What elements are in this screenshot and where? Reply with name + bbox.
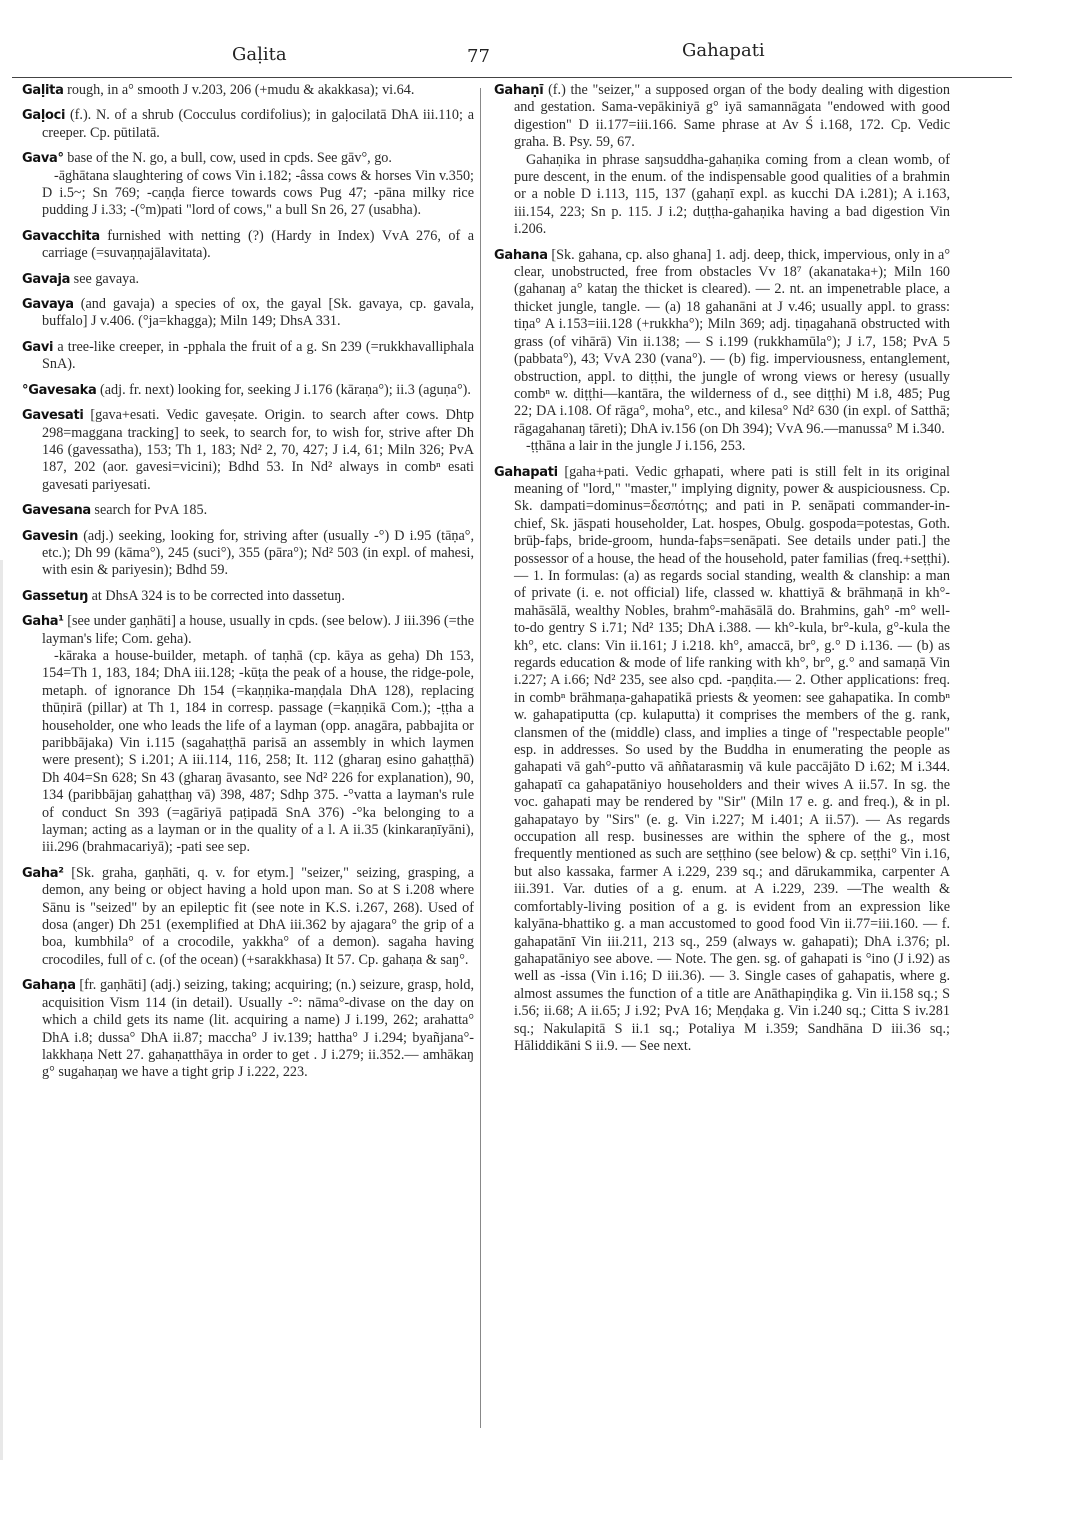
entry-definition: furnished with netting (?) (Hardy in Index) VvA 276, of a carriage (=suvaṇṇajālavitata). bbox=[42, 227, 474, 262]
entry-definition: (adj.) seeking, looking for, striving after (usually -°) D i.95 (tāṇa°, etc.); Dh 99 (kāma°), 245 (suci°), 355 (pāra°); Nd² 503 (in expl. of mahesi, with esin & pariyesin); Bdhd 59. bbox=[42, 527, 474, 579]
dictionary-entry bbox=[22, 977, 474, 1081]
entry-definition: [fr. gaṇhāti] (adj.) seizing, taking; acquiring; (n.) seizure, grasp, hold, acquisition Vism 114 (in detail). Usually -°: nāma°-divase on the day on which a child gets its name (lit. acquiring a name) J i.199, 262; arahatta° DhA i.8; dussa° DhA ii.87; maccha° J iv.139; hattha° J i.294; byañjana°-lakkhaṇa Nett 27. gahaṇatthāya in order to get . J i.279; ii.352.— amhākaŋ g° sugahaṇaŋ we have a tight grip J i.222, 223. bbox=[42, 977, 474, 1081]
entry-headword: Gavesati bbox=[22, 408, 84, 424]
dictionary-entry bbox=[22, 382, 474, 399]
dictionary-entry bbox=[22, 296, 474, 331]
dictionary-entry bbox=[22, 107, 474, 142]
entry-headword: Gahaṇa bbox=[22, 978, 76, 994]
entry-definition: [gava+esati. Vedic gaveṣate. Origin. to search after cows. Dhtp 298=maggana tracking] to seek, to search for, to wish for, strive after Dh 146 (gavessatha), 153; Th 1, 183; Nd² 2, 70, 427; J i.4, 61; Miln 326; PvA 187, 202 (aor. gavesi=vicini); Bdhd 53. In Nd² always in combⁿ esati gavesati pariyesati. bbox=[42, 407, 474, 493]
left-column bbox=[22, 82, 474, 1090]
entry-compounds: Gahaṇika in phrase saŋsuddha-gahaṇika coming from a clean womb, of pure descent, in the enum. of the indispensable good qualities of a brahmin or a noble D i.113, 115, 137 (gahaṇī expl. as kucchi DA i.281); A i.163, iii.154, 223; Sn p. 115. J i.2; duṭṭha-gahaṇika having a bad digestion Vin i.206. bbox=[514, 151, 950, 238]
dictionary-entry bbox=[494, 82, 950, 239]
page-header bbox=[22, 40, 1022, 80]
entry-headword: Gaha² bbox=[22, 865, 64, 881]
entry-definition: [Sk. gahana, cp. also ghana] 1. adj. deep, thick, impervious, only in a° clear, unobstructed, free from obstacles Vv 18⁷ (akanataka+); Miln 160 (gahanaŋ a° kataŋ the thicket is cleared). — 2. nt. an impenetrable place, a thicket jungle, tangle. — (a) 18 gahanāni at J v.46; usually appl. to grass: tiṇa° A i.153=iii.128 (+rukkha°); Miln 369; adj. tiṇagahanā obstructed with grass (of vihārā) Vin ii.138; — S i.199 (rukkhamūla°); J i.7, 158; PvA 5 (pabbata°), 43; VvA 230 (vana°). — (b) fig. imperviousness, entanglement, obstruction, appl. to diṭṭhi, the jungle of wrong views or heresy (usually combⁿ w. diṭṭhi—kantāra, the wilderness of d., see diṭṭhi) M i.8, 485; Pug 22; DA i.108. Of rāga°, moha°, etc., and kilesa° Nd² 630 (in expl. of Satthā; rāgagahanaŋ tāreti); DhA iv.156 (on Dh 394); VvA 96.—manussa° M i.340. bbox=[514, 246, 950, 437]
right-column bbox=[494, 82, 950, 1063]
entry-headword: Gavesin bbox=[22, 528, 79, 544]
entry-headword: Gaha¹ bbox=[22, 614, 64, 630]
dictionary-entry bbox=[494, 247, 950, 456]
dictionary-entry bbox=[22, 82, 474, 99]
entry-headword: Gava° bbox=[22, 151, 64, 167]
entry-headword: Gavi bbox=[22, 339, 54, 355]
entry-headword: Gavaja bbox=[22, 271, 71, 287]
dictionary-entry bbox=[22, 407, 474, 494]
entry-headword: Gassetuŋ bbox=[22, 588, 89, 604]
dictionary-entry bbox=[22, 339, 474, 374]
column-separator bbox=[480, 88, 481, 1428]
entry-definition: [see under gaṇhāti] a house, usually in cpds. (see below). J iii.396 (=the layman's life; Com. geha). bbox=[42, 613, 474, 647]
left-guide-word: Gaḷita bbox=[232, 44, 287, 65]
entry-definition: rough, in a° smooth J v.203, 206 (+mudu & akakkasa); vi.64. bbox=[63, 82, 415, 98]
entry-compounds: -āghātana slaughtering of cows Vin i.182; -âssa cows & horses Vin v.350; D i.5~; Sn 769; -caṇḍa fierce towards cows Pug 47; -pāna milky rice pudding J i.33; -(°m)pati "lord of cows," a bull Sn 26, 27 (usabha). bbox=[42, 167, 474, 219]
entry-compounds: -ṭṭhāna a lair in the jungle J i.156, 253. bbox=[526, 438, 746, 455]
entry-definition: [Sk. graha, gaṇhāti, q. v. for etym.] "seizer," seizing, grasping, a demon, any being or object having a hold upon man. So at S i.208 where Sānu is "seized" by an epileptic fit (see note in K.S. i.267, 268). Used of dosa (anger) Dh 251 (exemplified at DhA iii.362 by ajagara° the grip of a boa, kumbhila° of a crocodile, yakkha° of a demon). sagaha having crocodiles, full of c. (of the ocean) (+sarakkhasa) It 57. Cp. gahaṇa & saŋ°. bbox=[42, 864, 474, 968]
entry-definition: base of the N. go, a bull, cow, used in cpds. See gāv°, go. bbox=[63, 150, 392, 167]
entry-definition: a tree-like creeper, in -pphala the fruit of a g. Sn 239 (=rukkhavalliphala SnA). bbox=[42, 338, 474, 373]
dictionary-entry bbox=[22, 528, 474, 580]
right-guide-word: Gahapati bbox=[682, 40, 765, 61]
entry-definition: (f.) the "seizer," a supposed organ of the body dealing with digestion and gestation. Sama-vepākiniyā g° iyā samannāgata "endowed with good digestion" D ii.177=iii.166. Same phrase at Av Ś i.168, 172. Cp. Vedic graha. B. Psy. 59, 67. bbox=[514, 82, 950, 151]
header-rule bbox=[12, 77, 1012, 78]
dictionary-entry bbox=[494, 464, 950, 1056]
entry-headword: Gaḷoci bbox=[22, 108, 66, 124]
dictionary-entry bbox=[22, 613, 474, 857]
entry-headword: Gahaṇī bbox=[494, 83, 544, 98]
page-number: 77 bbox=[467, 46, 490, 67]
entry-headword: °Gavesaka bbox=[22, 382, 97, 398]
dictionary-entry bbox=[22, 502, 474, 519]
entry-headword: Gahana bbox=[494, 247, 548, 263]
dictionary-entry bbox=[22, 588, 474, 605]
entry-definition: search for PvA 185. bbox=[90, 502, 208, 519]
entry-headword: Gavaya bbox=[22, 297, 74, 313]
dictionary-entry bbox=[22, 271, 474, 288]
entry-definition: at DhsA 324 is to be corrected into dassetuŋ. bbox=[88, 587, 345, 604]
dictionary-entry bbox=[22, 228, 474, 263]
entry-headword: Gahapati bbox=[494, 464, 558, 480]
entry-definition: see gavaya. bbox=[70, 270, 140, 287]
entry-headword: Gaḷita bbox=[22, 83, 64, 98]
entry-definition: [gaha+pati. Vedic gṛhapati, where pati is still felt in its original meaning of "lord," "master," implying dignity, power & auspiciousness. Cp. Sk. dampati=dominus=δεσπότης; and pati in P. senāpati commander-in-chief, Sk. jāspati householder, Lat. hospes, Obulg. gospoda=potestas, Goth. brūþ-faþs, bride-groom, hunda-faþs=senāpati. See details under pati.] the possessor of a house, the head of the household, pater familias (freq.+seṭṭhi). — 1. In formulas: (a) as regards social standing, wealth & clanship: a man of private (i. e. not official) life, classed w. khattiyā & brāhmaṇā in kh°-mahāsālā, wealthy Nobles, brahm°-mahāsālā do. Brahmins, gah° -m° well-to-do gentry S i.71; Nd² 135; DhA i.388. — kh°-kula, br°-kula, g°-kula the kh°, etc. clans: Vin ii.161; J i.218. kh°, amaccā, br°, g.° D i.136. — (b) as regards education & mode of life ranking with kh°, br°, g.° and samaṇā Vin i.227; A i.66; Nd² 235, see also cpd. -paṇḍita.— 2. Other applications: freq. in combⁿ brāhmaṇa-gahapatikā priests & yeomen: see gahapatika. In combⁿ w. gahapatiputta (cp. kulaputta) it comprises the members of the g. rank, clansmen of the (middle) class, and implies a tinge of "respectable people" esp. in addresses. So used by the Buddha in enumerating the people as gahapati vā gah°-putto vā aññatarasmiŋ vā kule paccājāto D i.62; M i.344. gahapatī ca gahapatāniyo householders and their wives A ii.57. In sg. the voc. gahapati may be rendered by "Sir" (Miln 17 e. g. and freq.), & in pl. gahapatayo by "Sirs" (e. g. Vin i.227; M i.401; A ii.57). — As regards occupation all resp. businesses are within the sphere of the g., most frequently mentioned as such are seṭṭhino (see below) & cp. seṭṭhi° Vin i.16, but also kassaka, farmer A i.229, 239 sq.; and dārukammika, carpenter A iii.391. Var. duties of a g. enum. at A i.229, 239. —The wealth & comfortably-living position of a g. is evident from an expression like kalyāna-bhattiko g. a man accustomed to good food Vin ii.77=iii.160. — f. gahapatānī Vin iii.211, 213 sq., 259 (always w. gahapati); DhA i.376; pl. gahapatāniyo see above. — Note. The gen. sg. of gahapati is °ino (J i.92) as well as -issa (Vin i.16; D iii.36). — 3. Single cases of gahapatis, where g. almost assumes the function of a title are Anāthapiṇḍika g. Vin ii.158 sq.; S i.56; ii.68; A ii.65; J i.92; PvA 16; Meṇḍaka g. Vin i.240 sq.; Citta S iv.281 sq.; Nakulapitā S ii.1 sq.; Potaliya M i.359; Sandhāna D iii.36 sq.; Hāliddikāni S ii.9. — See next. bbox=[514, 463, 950, 1054]
entry-headword: Gavesana bbox=[22, 503, 91, 519]
entry-definition: (adj. fr. next) looking for, seeking J i.176 (kāraṇa°); ii.3 (aguṇa°). bbox=[96, 381, 471, 398]
entry-definition: (f.). N. of a shrub (Cocculus cordifolius); in gaḷocilatā DhA iii.110; a creeper. Cp. pūtilatā. bbox=[42, 107, 474, 141]
entry-definition: (and gavaja) a species of ox, the gayal [Sk. gavaya, cp. gavala, buffalo] J v.406. (°ja=khagga); Miln 149; DhsA 331. bbox=[42, 296, 474, 330]
dictionary-entry bbox=[22, 150, 474, 220]
dictionary-entry bbox=[22, 865, 474, 969]
entry-headword: Gavacchita bbox=[22, 228, 100, 244]
entry-compounds: -kāraka a house-builder, metaph. of taṇhā (cp. kāya as geha) Dh 153, 154=Th 1, 183, 184; DhA iii.128; -kūṭa the peak of a house, the ridge-pole, metaph. of ignorance Dh 154 (=kaṇṇika-maṇḍala DhA 128), replacing thūṇirā (pillar) at Th 1, 184 in corresp. passage (=kaṇṇikā Com.); -ṭṭha a householder, one who leads the life of a layman (opp. anagāra, pabbajita or paribbājaka) Vin i.115 (sagahaṭṭhā parisā an assembly in which laymen were present); S i.201; A iii.114, 116, 258; It. 112 (gharaŋ esino gahaṭṭhā) Dh 404=Sn 628; Sn 43 (gharaŋ āvasanto, see Nd² 226 for explanation), 90, 134 (paribbājaŋ gahaṭṭhaŋ vā) 398, 487; Sdhp 375. -°vatta a layman's rule of conduct Sn 393 (=agāriyā paṭipadā SnA 376) -°ka belonging to a layman; acting as a layman or in the quality of a l. A ii.35 (kinkaraṇīyāni), iii.296 (brahmacariyā); -pati see sep. bbox=[42, 647, 474, 856]
page-edge-shadow bbox=[0, 560, 3, 1460]
